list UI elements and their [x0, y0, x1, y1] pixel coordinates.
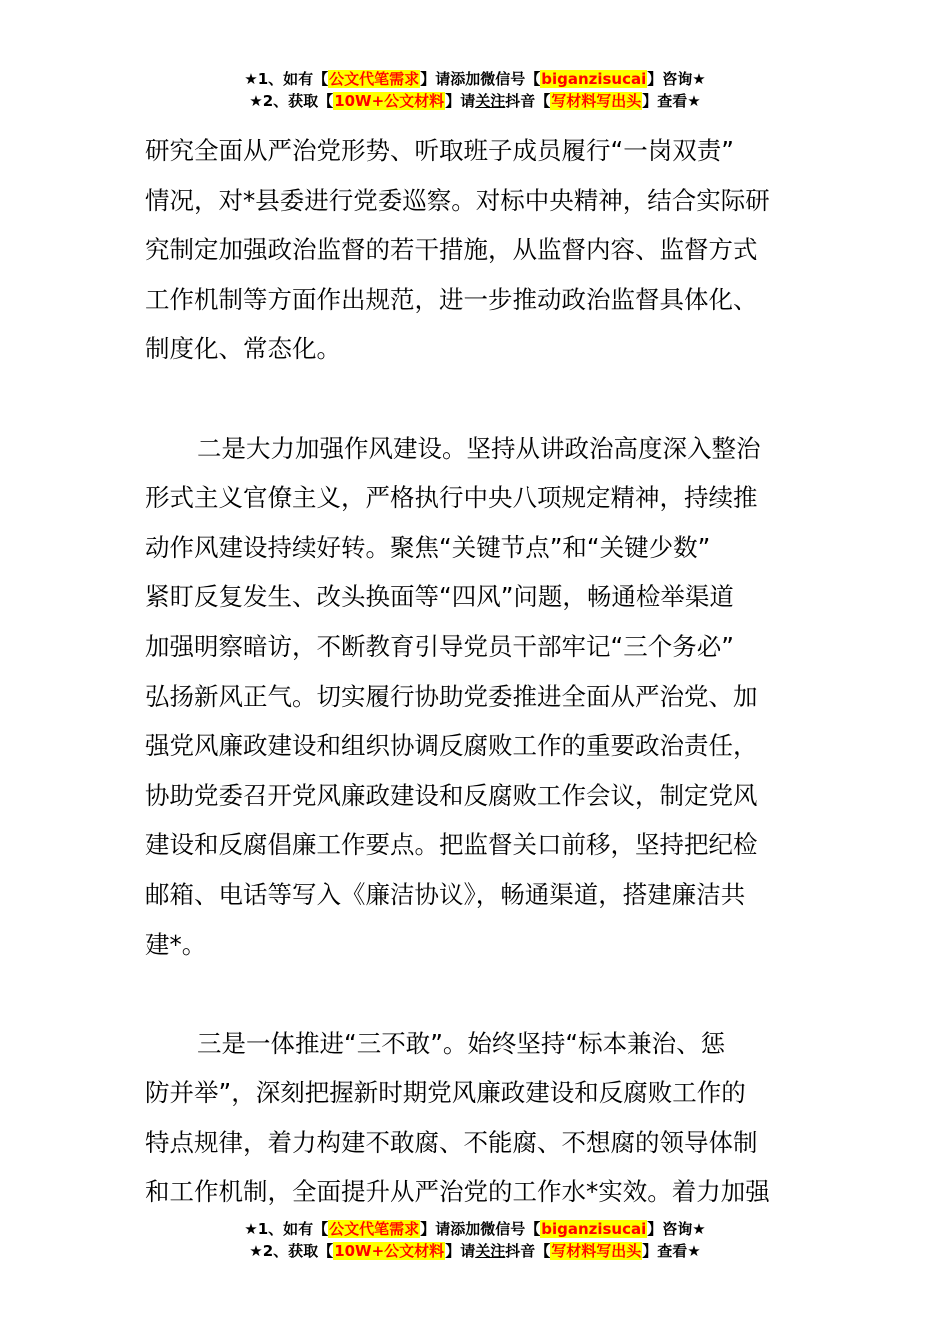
paragraph-2 [145, 424, 810, 970]
banner-underlined-follow: 关注 [475, 1242, 506, 1260]
text-line: 工作机制等方面作出规范，进一步推动政治监督具体化、 [145, 284, 758, 314]
header-banner [0, 68, 950, 112]
text-line: 加强明察暗访，不断教育引导党员干部牢记“三个务必” [145, 631, 734, 661]
banner-highlight-wechat: biganzisucai [541, 70, 647, 88]
text-line: 弘扬新风正气。切实履行协助党委推进全面从严治党、加 [145, 681, 758, 711]
banner-line-2: ★2、获取【10W+公文材料】请关注抖音【写材料写出头】查看★ [249, 1242, 701, 1260]
text-line: 二是大力加强作风建设。坚持从讲政治高度深入整治 [197, 433, 761, 463]
text-line: 特点规律，着力构建不敢腐、不能腐、不想腐的领导体制 [145, 1127, 758, 1157]
text-line: 建设和反腐倡廉工作要点。把监督关口前移，坚持把纪检 [145, 830, 758, 860]
banner-line-1: ★1、如有【公文代笔需求】请添加微信号【biganzisucai】咨询★ [244, 1220, 706, 1238]
text-line: 防并举”，深刻把握新时期党风廉政建设和反腐败工作的 [145, 1078, 746, 1108]
text-line: 形式主义官僚主义，严格执行中央八项规定精神，持续推 [145, 483, 758, 513]
text-line: 紧盯反复发生、改头换面等“四风”问题，畅通检举渠道 [145, 582, 734, 612]
paragraph-gap [145, 374, 810, 424]
text-line: 邮箱、电话等写入《廉洁协议》，畅通渠道，搭建廉洁共 [145, 879, 746, 909]
banner-highlight-service: 公文代笔需求 [329, 70, 420, 88]
banner-highlight-douyin: 写材料写出头 [551, 92, 642, 110]
paragraph-gap [145, 969, 810, 1019]
banner-line-1: ★1、如有【公文代笔需求】请添加微信号【biganzisucai】咨询★ [244, 70, 706, 88]
footer-banner [0, 1218, 950, 1262]
text-line: 情况，对*县委进行党委巡察。对标中央精神，结合实际研 [145, 185, 770, 215]
banner-highlight-douyin: 写材料写出头 [551, 1242, 642, 1260]
text-line: 建*。 [145, 929, 207, 959]
text-line: 动作风建设持续好转。聚焦“关键节点”和“关键少数” [145, 532, 711, 562]
banner-highlight-materials: 10W+公文材料 [334, 92, 445, 110]
text-line: 三是一体推进“三不敢”。始终坚持“标本兼治、惩 [197, 1028, 726, 1058]
paragraph-1 [145, 126, 810, 374]
text-line: 强党风廉政建设和组织协调反腐败工作的重要政治责任， [145, 731, 758, 761]
banner-highlight-wechat: biganzisucai [541, 1220, 647, 1238]
document-body [145, 126, 810, 1217]
text-line: 和工作机制，全面提升从严治党的工作水*实效。着力加强 [145, 1177, 770, 1207]
text-line: 究制定加强政治监督的若干措施，从监督内容、监督方式 [145, 235, 758, 265]
text-line: 协助党委召开党风廉政建设和反腐败工作会议，制定党风 [145, 780, 758, 810]
banner-underlined-follow: 关注 [475, 92, 506, 110]
text-line: 制度化、常态化。 [145, 334, 341, 364]
banner-line-2: ★2、获取【10W+公文材料】请关注抖音【写材料写出头】查看★ [249, 92, 701, 110]
banner-highlight-service: 公文代笔需求 [329, 1220, 420, 1238]
banner-highlight-materials: 10W+公文材料 [334, 1242, 445, 1260]
text-line: 研究全面从严治党形势、听取班子成员履行“一岗双责” [145, 136, 734, 165]
paragraph-3 [145, 1019, 810, 1217]
